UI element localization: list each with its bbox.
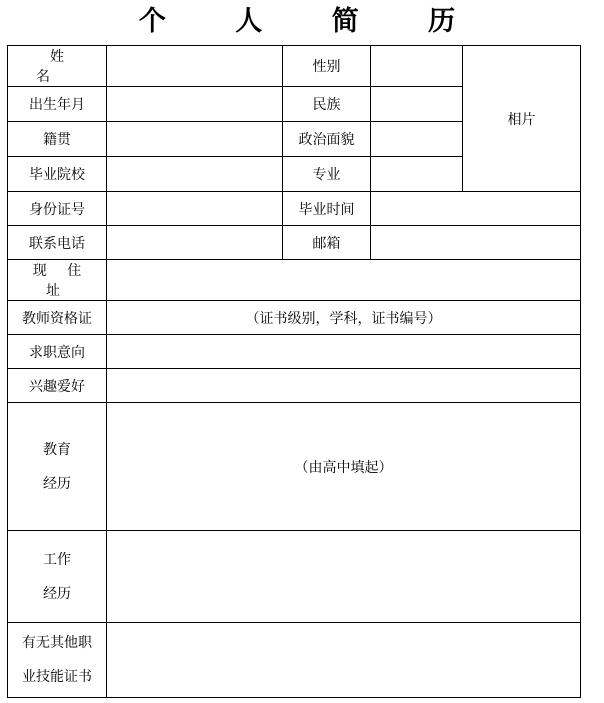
- field-address[interactable]: [107, 260, 581, 301]
- row-other-cert: [8, 623, 581, 698]
- label-job-intent: 求职意向: [8, 335, 107, 369]
- row-education: [8, 403, 581, 531]
- label-other-cert: 有无其他职 业技能证书: [8, 623, 107, 698]
- field-id-number[interactable]: [107, 192, 283, 226]
- label-email: 邮箱: [283, 226, 371, 260]
- row-phone: [8, 226, 581, 260]
- label-name: 姓 名: [8, 46, 107, 87]
- field-education[interactable]: （由高中填起）: [107, 403, 581, 531]
- label-gender: 性别: [283, 46, 371, 87]
- label-phone: 联系电话: [8, 226, 107, 260]
- resume-table: [7, 45, 581, 698]
- field-major[interactable]: [371, 157, 463, 192]
- label-ethnicity: 民族: [283, 87, 371, 122]
- row-id: [8, 192, 581, 226]
- row-teacher-cert: [8, 301, 581, 335]
- field-gender[interactable]: [371, 46, 463, 87]
- field-job-intent[interactable]: [107, 335, 581, 369]
- field-political-status[interactable]: [371, 122, 463, 157]
- field-email[interactable]: [371, 226, 581, 260]
- row-work: [8, 531, 581, 623]
- label-school: 毕业院校: [8, 157, 107, 192]
- field-grad-time[interactable]: [371, 192, 581, 226]
- field-native-place[interactable]: [107, 122, 283, 157]
- photo-box[interactable]: 相片: [463, 46, 581, 192]
- field-school[interactable]: [107, 157, 283, 192]
- label-work: 工作 经历: [8, 531, 107, 623]
- field-phone[interactable]: [107, 226, 283, 260]
- label-education: 教育 经历: [8, 403, 107, 531]
- label-hobbies: 兴趣爱好: [8, 369, 107, 403]
- row-job-intent: [8, 335, 581, 369]
- field-work[interactable]: [107, 531, 581, 623]
- row-address: [8, 260, 581, 301]
- field-hobbies[interactable]: [107, 369, 581, 403]
- label-id-number: 身份证号: [8, 192, 107, 226]
- label-major: 专业: [283, 157, 371, 192]
- row-name: [8, 46, 581, 87]
- label-address: 现 住 址: [8, 260, 107, 301]
- label-grad-time: 毕业时间: [283, 192, 371, 226]
- field-birth[interactable]: [107, 87, 283, 122]
- row-hobbies: [8, 369, 581, 403]
- label-teacher-cert: 教师资格证: [8, 301, 107, 335]
- label-birth: 出生年月: [8, 87, 107, 122]
- page-title: 个 人 简 历: [138, 6, 486, 37]
- label-political-status: 政治面貌: [283, 122, 371, 157]
- field-ethnicity[interactable]: [371, 87, 463, 122]
- field-name[interactable]: [107, 46, 283, 87]
- label-native-place: 籍贯: [8, 122, 107, 157]
- field-teacher-cert[interactable]: （证书级别，学科，证书编号）: [107, 301, 581, 335]
- field-other-cert[interactable]: [107, 623, 581, 698]
